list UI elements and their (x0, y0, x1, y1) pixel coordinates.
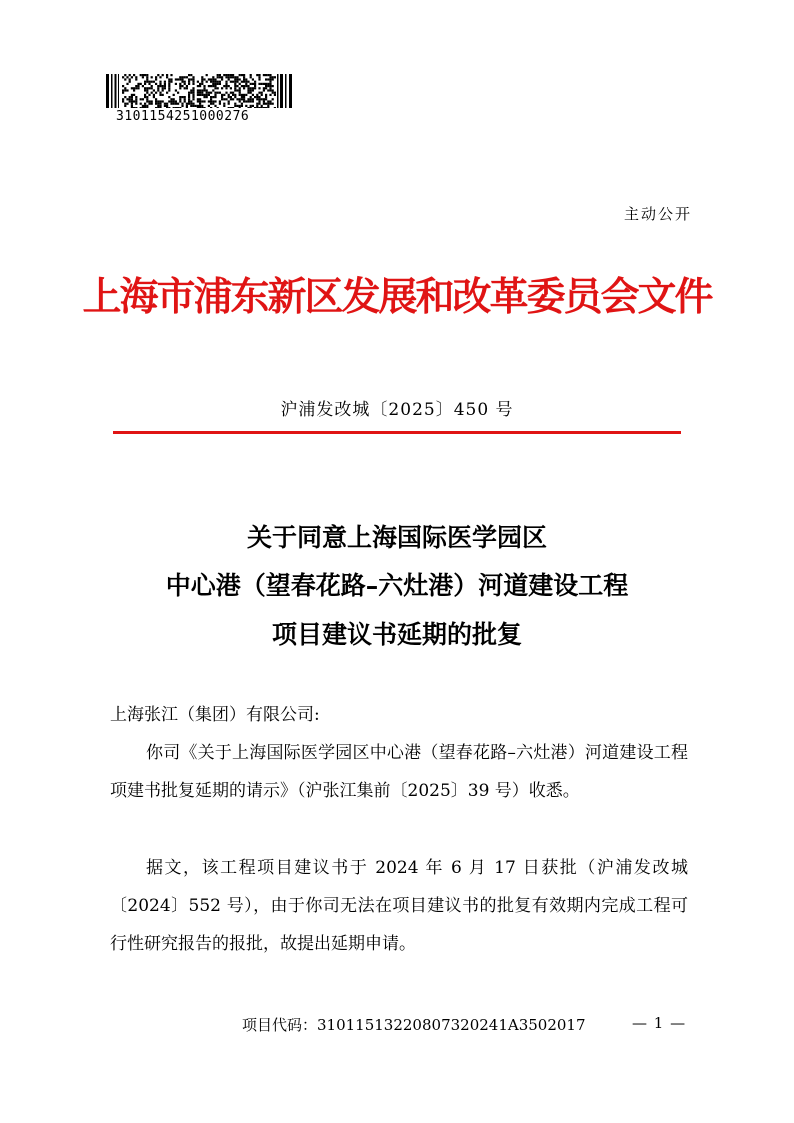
red-divider-line (113, 431, 681, 434)
page-number: — 1 — (632, 1014, 687, 1032)
body-paragraph-2: 据文，该工程项目建议书于 2024 年 6 月 17 日获批（沪浦发改城〔2024〕552 号），由于你司无法在项目建议书的批复有效期内完成工程可行性研究报告的报批，故提出延期申请。 (110, 858, 688, 954)
document-number: 沪浦发改城〔2025〕450 号 (280, 400, 514, 420)
disclosure-label: 主动公开 (623, 205, 692, 223)
addressee: 上海张江（集团）有限公司: (110, 705, 320, 725)
project-code: 项目代码：31011513220807320241A3502017 (242, 1016, 586, 1034)
barcode-number: 3101154251000276 (116, 109, 250, 124)
document-title-line-3: 项目建议书延期的批复 (271, 620, 522, 649)
barcode-image (106, 74, 292, 108)
document-title-line-1: 关于同意上海国际医学园区 (246, 523, 547, 552)
body-paragraph-1: 你司《关于上海国际医学园区中心港（望春花路–六灶港）河道建设工程项建书批复延期的请示》（沪张江集前〔2025〕39 号）收悉。 (110, 743, 688, 801)
document-title-line-2: 中心港（望春花路–六灶港）河道建设工程 (165, 571, 629, 600)
issuing-org-title: 上海市浦东新区发展和改革委员会文件 (82, 274, 712, 320)
